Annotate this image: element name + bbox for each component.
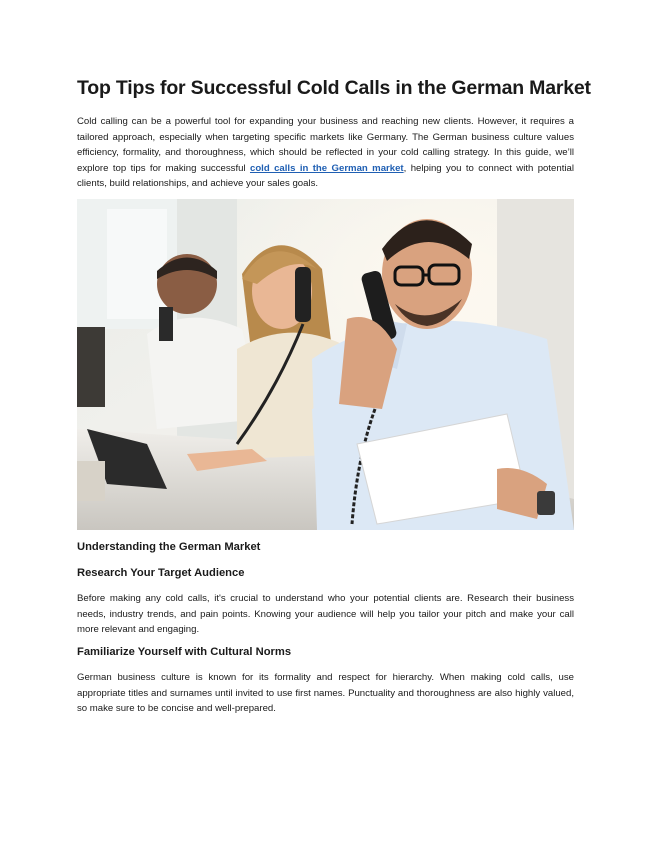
research-paragraph: Before making any cold calls, it's crucial to understand who your potential clients are. Research their business needs, industry trends, and pain points. Knowing your audience will help you tailor your pitch and make your call more relevant and engaging. xyxy=(77,593,574,635)
subheading-cultural-norms: Familiarize Yourself with Cultural Norms xyxy=(77,646,292,658)
cold-calls-link[interactable]: cold calls in the German market xyxy=(249,162,404,174)
intro-text-start: Cold calling can be a powerful tool for expanding your business and reaching new clients. However, it requires a tailored approach, especially when targeting specific markets like Germany. The German business culture values efficiency, formality, and thoroughness, which should be reflected in your cold calling strategy. In this guide, we’ll explore top tips for making successful xyxy=(77,116,574,174)
page-title: Top Tips for Successful Cold Calls in the German Market xyxy=(77,77,591,99)
intro-text-end: , helping you to connect with potential clients, build relationships, and achieve your sales goals. xyxy=(77,162,574,189)
section-heading-understanding: Understanding the German Market xyxy=(77,541,261,553)
intro-paragraph xyxy=(77,114,574,192)
norms-paragraph: German business culture is known for its formality and respect for hierarchy. When making cold calls, use appropriate titles and surnames until invited to use first names. Punctuality and thoroughness are also highly valued, so make sure to be concise and well-prepared. xyxy=(77,672,574,714)
office-call-photo xyxy=(77,199,574,530)
subheading-research: Research Your Target Audience xyxy=(77,567,245,579)
